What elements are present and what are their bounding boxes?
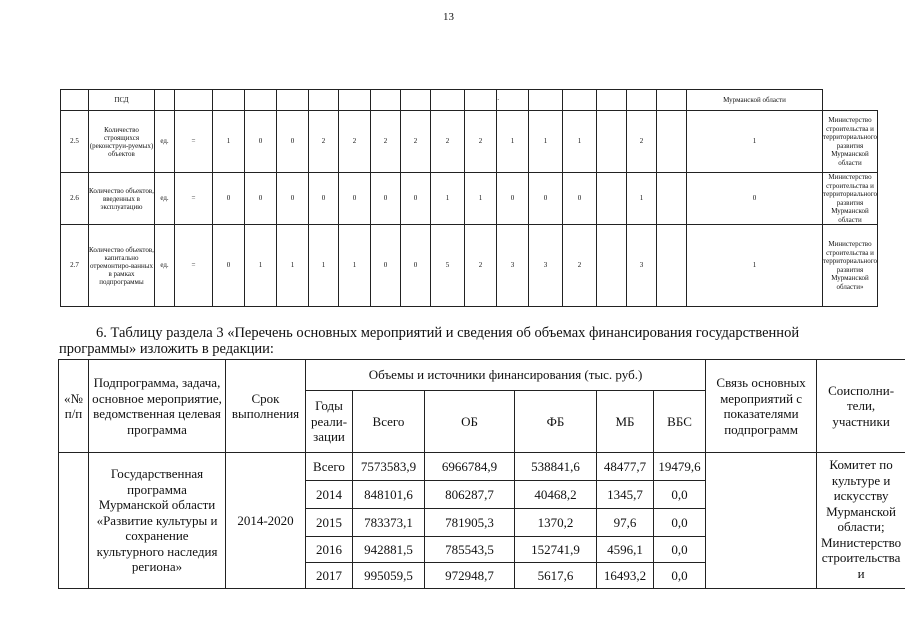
value-cell: 0 <box>213 225 245 307</box>
header-number: «№ п/п <box>59 360 89 453</box>
value-cell: 2 <box>563 225 597 307</box>
value-cell: 1 <box>431 173 465 225</box>
header-mb: МБ <box>597 391 654 453</box>
total-cell: 783373,1 <box>353 509 425 537</box>
total-cell: 848101,6 <box>353 481 425 509</box>
value-cell: 0 <box>529 173 563 225</box>
unit-cell: ед. <box>155 173 175 225</box>
mb-cell: 4596,1 <box>597 537 654 563</box>
value-cell: 1 <box>627 173 657 225</box>
ob-cell: 6966784,9 <box>425 453 515 481</box>
responsible-cell: Мурманской области <box>687 90 823 111</box>
indicator-name: Количество строящихся (реконструи-руемых) объектов <box>89 111 155 173</box>
value-cell: 0 <box>245 173 277 225</box>
value-cell: 2 <box>371 111 401 173</box>
year-cell: 2014 <box>306 481 353 509</box>
value-cell: 2 <box>627 111 657 173</box>
value-cell: 1 <box>309 225 339 307</box>
row-number: 2.6 <box>61 173 89 225</box>
indicators-table <box>60 89 878 307</box>
year-cell: 2017 <box>306 563 353 589</box>
value-cell <box>657 111 687 173</box>
header-total: Всего <box>353 391 425 453</box>
value-cell: 3 <box>529 225 563 307</box>
vbs-cell: 0,0 <box>654 481 706 509</box>
page-number: 13 <box>443 11 454 23</box>
table-row <box>61 90 878 111</box>
unit-cell: ед. <box>155 111 175 173</box>
value-cell: 3 <box>497 225 529 307</box>
year-cell: Всего <box>306 453 353 481</box>
value-cell: 0 <box>245 111 277 173</box>
value-cell: 0 <box>687 173 823 225</box>
fb-cell: 5617,6 <box>515 563 597 589</box>
row-number: 2.7 <box>61 225 89 307</box>
value-cell: 0 <box>213 173 245 225</box>
fb-cell: 538841,6 <box>515 453 597 481</box>
value-cell: 2 <box>465 111 497 173</box>
indicator-name: Количество объектов, капитально отремонтиро-ванных в рамках подпрограммы <box>89 225 155 307</box>
value-cell: 2 <box>339 111 371 173</box>
mb-cell: 1345,7 <box>597 481 654 509</box>
vbs-cell: 0,0 <box>654 509 706 537</box>
year-cell: 2016 <box>306 537 353 563</box>
value-cell: 0 <box>563 173 597 225</box>
mb-cell: 16493,2 <box>597 563 654 589</box>
responsible-cell: Министерство строительства и территориального развития Мурманской области <box>823 173 877 224</box>
header-coexecutors: Соисполни-тели, участники <box>817 360 905 453</box>
ob-cell: 785543,5 <box>425 537 515 563</box>
value-cell: 2 <box>401 111 431 173</box>
value-cell: 1 <box>245 225 277 307</box>
header-fb: ФБ <box>515 391 597 453</box>
vbs-cell: 0,0 <box>654 537 706 563</box>
value-cell: 1 <box>497 111 529 173</box>
value-cell <box>597 111 627 173</box>
program-name: Государственная программа Мурманской области «Развитие культуры и сохранение культурного наследия региона» <box>89 453 226 589</box>
value-cell <box>597 225 627 307</box>
header-program: Подпрограмма, задача, основное мероприятие, ведомственная целевая программа <box>89 360 226 453</box>
fb-cell: 40468,2 <box>515 481 597 509</box>
vbs-cell: 19479,6 <box>654 453 706 481</box>
equal-sign: = <box>175 173 213 225</box>
value-cell: 1 <box>687 225 823 307</box>
ob-cell: 781905,3 <box>425 509 515 537</box>
coexecutors-cell: Комитет по культуре и искусству Мурманской области; Министерство строительства и <box>817 453 905 589</box>
header-funding: Объемы и источники финансирования (тыс. руб.) <box>306 360 706 391</box>
paragraph-line-2: программы» изложить в редакции: <box>59 341 274 357</box>
value-cell: 0 <box>339 173 371 225</box>
program-term: 2014-2020 <box>226 453 306 589</box>
responsible-cell: Министерство строительства и территориального развития Мурманской области» <box>823 225 878 307</box>
value-cell: 0 <box>497 173 529 225</box>
value-cell: 1 <box>277 225 309 307</box>
value-cell: 1 <box>465 173 497 225</box>
value-cell: 1 <box>529 111 563 173</box>
value-cell: 1 <box>339 225 371 307</box>
value-cell: 0 <box>401 173 431 225</box>
year-cell: 2015 <box>306 509 353 537</box>
dot-mark: · <box>497 90 529 111</box>
header-term: Срок выполнения <box>226 360 306 453</box>
value-cell: 2 <box>309 111 339 173</box>
table-row <box>61 111 878 173</box>
ob-cell: 806287,7 <box>425 481 515 509</box>
responsible-cell: Министерство строительства и территориального развития Мурманской области <box>823 111 878 173</box>
header-years: Годы реали-зации <box>306 391 353 453</box>
value-cell: 0 <box>401 225 431 307</box>
mb-cell: 48477,7 <box>597 453 654 481</box>
equal-sign: = <box>175 225 213 307</box>
value-cell: 5 <box>431 225 465 307</box>
ob-cell: 972948,7 <box>425 563 515 589</box>
row-number: 2.5 <box>61 111 89 173</box>
table-row <box>59 453 905 481</box>
value-cell: 1 <box>687 111 823 173</box>
indicator-name: ПСД <box>89 90 155 111</box>
total-cell: 995059,5 <box>353 563 425 589</box>
value-cell <box>597 173 627 225</box>
value-cell <box>657 225 687 307</box>
header-ob: ОБ <box>425 391 515 453</box>
table-header-row <box>59 360 905 391</box>
equal-sign: = <box>175 111 213 173</box>
table-row <box>61 225 878 307</box>
value-cell: 2 <box>465 225 497 307</box>
paragraph-line-1: 6. Таблицу раздела 3 «Перечень основных мероприятий и сведения об объемах финансирования государственной <box>96 325 800 341</box>
value-cell: 0 <box>309 173 339 225</box>
total-cell: 942881,5 <box>353 537 425 563</box>
fb-cell: 152741,9 <box>515 537 597 563</box>
value-cell: 0 <box>371 225 401 307</box>
funding-table <box>58 359 905 589</box>
value-cell: 2 <box>431 111 465 173</box>
indicator-name: Количество объектов, введенных в эксплуатацию <box>89 173 155 225</box>
value-cell: 0 <box>277 111 309 173</box>
value-cell: 0 <box>371 173 401 225</box>
value-cell: 1 <box>213 111 245 173</box>
total-cell: 7573583,9 <box>353 453 425 481</box>
value-cell: 1 <box>563 111 597 173</box>
vbs-cell: 0,0 <box>654 563 706 589</box>
header-link: Связь основных мероприятий с показателями подпрограмм <box>706 360 817 453</box>
fb-cell: 1370,2 <box>515 509 597 537</box>
table-row <box>61 173 878 225</box>
header-vbs: ВБС <box>654 391 706 453</box>
mb-cell: 97,6 <box>597 509 654 537</box>
value-cell <box>657 173 687 225</box>
unit-cell: ед. <box>155 225 175 307</box>
value-cell: 0 <box>277 173 309 225</box>
value-cell: 3 <box>627 225 657 307</box>
